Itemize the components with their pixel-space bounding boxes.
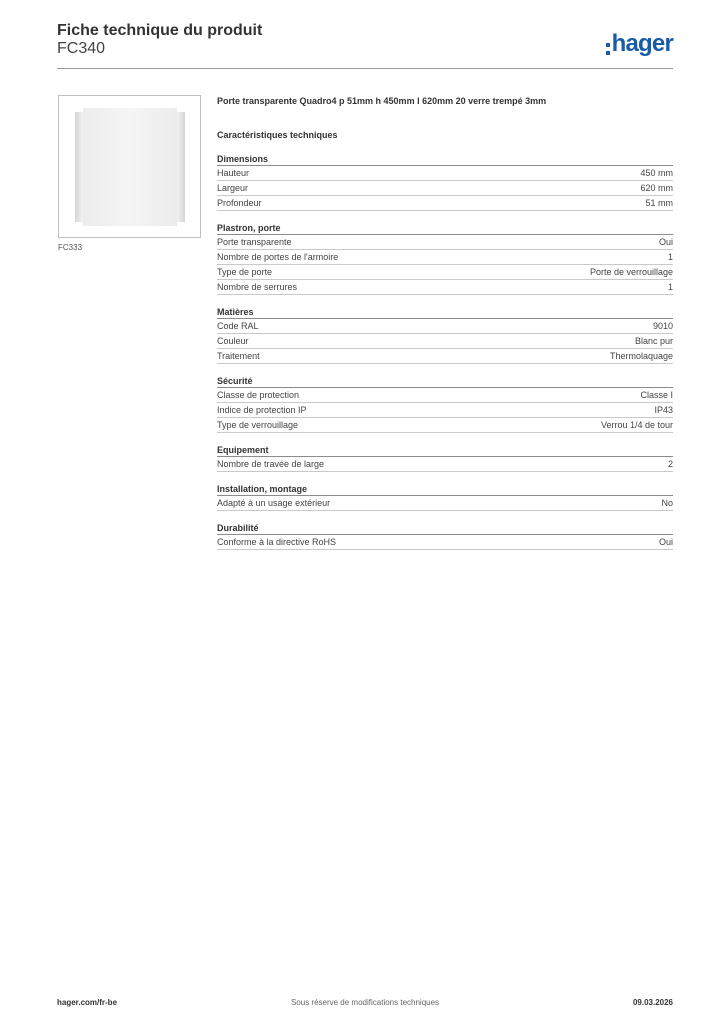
product-image — [58, 95, 201, 238]
spec-group — [217, 522, 673, 550]
spec-label: Porte transparente — [217, 237, 292, 247]
spec-row — [217, 457, 673, 472]
spec-group-title: Plastron, porte — [217, 222, 673, 235]
spec-group-title: Equipement — [217, 444, 673, 457]
spec-row — [217, 496, 673, 511]
footer-website: hager.com/fr-be — [57, 998, 118, 1007]
spec-label: Conforme à la directive RoHS — [217, 537, 337, 547]
spec-row — [217, 418, 673, 433]
spec-value: 2 — [667, 459, 673, 469]
tech-section-title: Caractéristiques techniques — [217, 130, 338, 140]
spec-value: 51 mm — [645, 198, 673, 208]
spec-content — [217, 96, 673, 550]
spec-label: Classe de protection — [217, 390, 300, 400]
spec-value: Classe I — [640, 390, 673, 400]
spec-label: Adapté à un usage extérieur — [217, 498, 331, 508]
spec-label: Couleur — [217, 336, 249, 346]
spec-group — [217, 444, 673, 472]
spec-value: Oui — [658, 537, 673, 547]
spec-label: Type de porte — [217, 267, 273, 277]
product-name: Porte transparente Quadro4 p 51mm h 450mm l 620mm 20 verre trempé 3mm — [217, 96, 547, 106]
spec-row — [217, 181, 673, 196]
spec-value: 1 — [667, 252, 673, 262]
spec-row — [217, 235, 673, 250]
spec-label: Largeur — [217, 183, 249, 193]
spec-group-title: Durabilité — [217, 522, 673, 535]
door-illustration-icon — [75, 108, 185, 226]
spec-row — [217, 535, 673, 550]
spec-label: Nombre de travée de large — [217, 459, 325, 469]
spec-value: 9010 — [652, 321, 673, 331]
spec-group-title: Dimensions — [217, 153, 673, 166]
spec-value: 620 mm — [640, 183, 673, 193]
spec-label: Profondeur — [217, 198, 262, 208]
spec-value: Blanc pur — [634, 336, 673, 346]
spec-groups — [217, 153, 673, 550]
spec-group — [217, 222, 673, 295]
spec-value: No — [661, 498, 673, 508]
spec-value: Thermolaquage — [609, 351, 673, 361]
spec-row — [217, 334, 673, 349]
page-title: Fiche technique du produit — [57, 22, 263, 39]
spec-label: Nombre de serrures — [217, 282, 298, 292]
spec-row — [217, 388, 673, 403]
logo-text: hager — [611, 30, 673, 57]
spec-group — [217, 306, 673, 364]
spec-group-title: Installation, montage — [217, 483, 673, 496]
spec-value: Oui — [658, 237, 673, 247]
spec-row — [217, 319, 673, 334]
spec-label: Indice de protection IP — [217, 405, 307, 415]
spec-value: IP43 — [654, 405, 673, 415]
spec-value: Verrou 1/4 de tour — [600, 420, 673, 430]
spec-row — [217, 196, 673, 211]
spec-row — [217, 280, 673, 295]
spec-label: Hauteur — [217, 168, 250, 178]
header-divider — [57, 68, 673, 69]
footer-notice: Sous réserve de modifications techniques — [290, 998, 440, 1007]
image-caption: FC333 — [58, 243, 83, 252]
spec-group-title: Matières — [217, 306, 673, 319]
product-code: FC340 — [57, 40, 106, 57]
spec-value: 1 — [667, 282, 673, 292]
spec-row — [217, 265, 673, 280]
spec-group — [217, 153, 673, 211]
spec-group — [217, 483, 673, 511]
spec-label: Traitement — [217, 351, 260, 361]
spec-label: Nombre de portes de l'armoire — [217, 252, 339, 262]
spec-value: 450 mm — [640, 168, 673, 178]
spec-label: Code RAL — [217, 321, 259, 331]
footer-date: 09.03.2026 — [632, 998, 673, 1007]
spec-row — [217, 403, 673, 418]
spec-value: Porte de verrouillage — [589, 267, 673, 277]
spec-row — [217, 250, 673, 265]
spec-row — [217, 349, 673, 364]
spec-group — [217, 375, 673, 433]
hager-logo — [607, 30, 673, 58]
spec-row — [217, 166, 673, 181]
spec-label: Type de verrouillage — [217, 420, 299, 430]
page-header — [57, 22, 673, 68]
spec-group-title: Sécurité — [217, 375, 673, 388]
